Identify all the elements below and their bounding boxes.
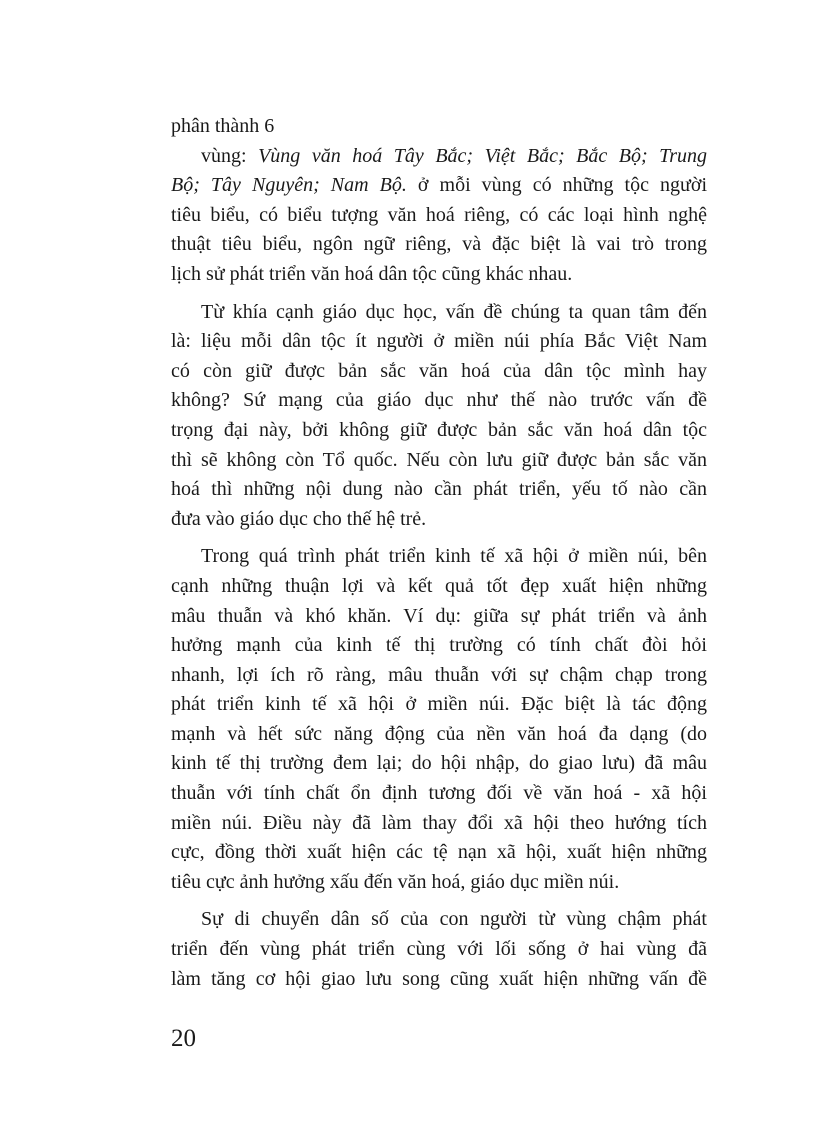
text-line: lịch sử phát triển văn hoá dân tộc cũng khác nhau. (171, 262, 573, 285)
text-line: miền núi. Điều này đã làm thay đổi xã hội theo hướng tích (171, 811, 707, 834)
text-line: phân thành 6 (171, 115, 275, 137)
text-line: nhanh, lợi ích rõ ràng, mâu thuẫn với sự chậm chạp trong (171, 663, 707, 686)
text-line: trọng đại này, bởi không giữ được bản sắc văn hoá dân tộc (171, 418, 707, 441)
text-line: kinh tế thị trường đem lại; do hội nhập, do giao lưu) đã mâu (171, 752, 707, 775)
text-line: thuẫn với tính chất ổn định tương đối về văn hoá - xã hội (171, 782, 707, 805)
paragraph-3 (171, 542, 707, 897)
text-line: hoá thì những nội dung nào cần phát triển, yếu tố nào cần (171, 478, 707, 501)
text-line: mâu thuẫn và khó khăn. Ví dụ: giữa sự phát triển và ảnh (171, 604, 707, 627)
paragraph-1 (171, 112, 707, 290)
paragraph-2 (171, 298, 707, 535)
text-line: thì sẽ không còn Tổ quốc. Nếu còn lưu giữ được bản sắc văn (171, 448, 707, 471)
text-line: Bộ; Tây Nguyên; Nam Bộ. ở mỗi vùng có những tộc người (171, 174, 708, 197)
text-line: hưởng mạnh của kinh tế thị trường có tính chất đòi hỏi (171, 634, 707, 657)
text-line: triển đến vùng phát triển cùng với lối sống ở hai vùng đã (171, 938, 707, 961)
text-line: thuật tiêu biểu, ngôn ngữ riêng, và đặc biệt là vai trò trong (171, 233, 707, 256)
text-line: Trong quá trình phát triển kinh tế xã hội ở miền núi, bên (201, 545, 707, 568)
paragraph-4 (171, 905, 707, 994)
text-line: vùng: Vùng văn hoá Tây Bắc; Việt Bắc; Bắc Bộ; Trung (201, 144, 707, 167)
text-line: Từ khía cạnh giáo dục học, vấn đề chúng ta quan tâm đến (201, 300, 707, 323)
italic-region-list: Vùng văn hoá Tây Bắc; Việt Bắc; Bắc Bộ; Trung (258, 144, 707, 167)
text-line: làm tăng cơ hội giao lưu song cũng xuất hiện những vấn đề (171, 967, 707, 990)
text-line: cạnh những thuận lợi và kết quả tốt đẹp xuất hiện những (171, 574, 707, 597)
text-line: là: liệu mỗi dân tộc ít người ở miền núi phía Bắc Việt Nam (171, 330, 707, 353)
text-line: Sự di chuyển dân số của con người từ vùng chậm phát (201, 908, 707, 931)
italic-region-list: Bộ; Tây Nguyên; Nam Bộ. (171, 174, 407, 197)
text-line: phát triển kinh tế xã hội ở miền núi. Đặc biệt là tác động (171, 693, 707, 716)
text-line: có còn giữ được bản sắc văn hoá của dân tộc mình hay (171, 359, 707, 382)
text-line: mạnh và hết sức năng động của nền văn hoá đa dạng (do (171, 722, 707, 745)
text-line: cực, đồng thời xuất hiện các tệ nạn xã hội, xuất hiện những (171, 841, 707, 864)
text-line: tiêu biểu, có biểu tượng văn hoá riêng, có các loại hình nghệ (171, 203, 707, 226)
text-line: tiêu cực ảnh hưởng xấu đến văn hoá, giáo dục miền núi. (171, 870, 620, 893)
page-number: 20 (171, 1025, 196, 1052)
text-line: không? Sứ mạng của giáo dục như thế nào trước vấn đề (171, 389, 707, 412)
body-text (171, 112, 707, 994)
text-line: đưa vào giáo dục cho thế hệ trẻ. (171, 507, 427, 530)
